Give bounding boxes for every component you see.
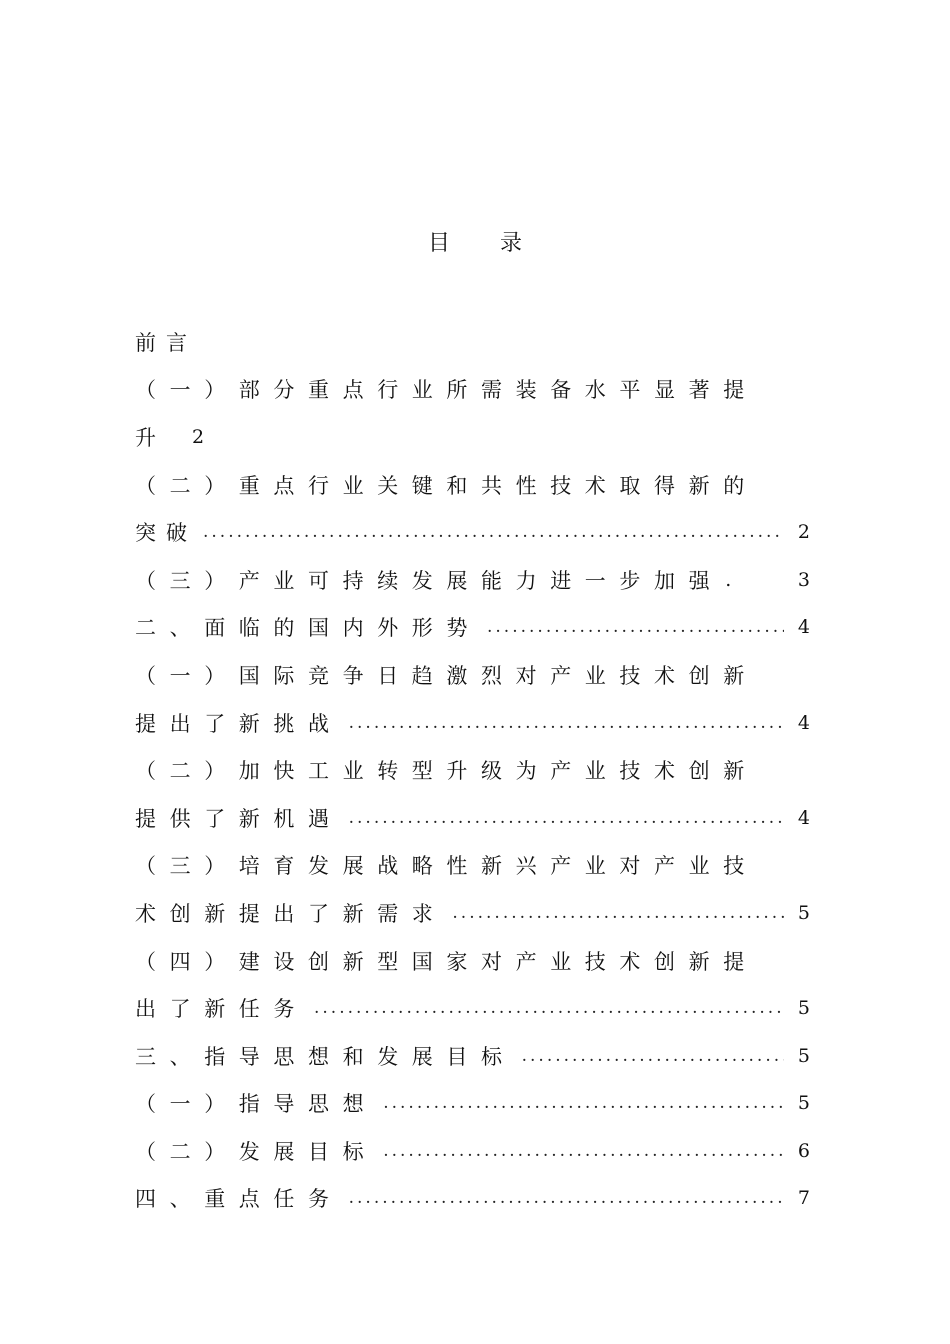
- toc-entry-page: 5: [797, 1044, 810, 1067]
- toc-entry-text: 四、重点任务: [135, 1187, 343, 1212]
- toc-entry[interactable]: [135, 889, 810, 937]
- toc-entry-text: 三、指导思想和发展目标: [135, 1044, 516, 1069]
- toc-entry-text: 升: [135, 425, 166, 450]
- toc-entry-page: 7: [797, 1187, 810, 1210]
- toc-entry[interactable]: [135, 604, 810, 652]
- dot-leader: [314, 998, 784, 1018]
- toc-entry-page: 5: [797, 997, 810, 1020]
- toc-entry[interactable]: [135, 1127, 810, 1175]
- toc-entry[interactable]: [135, 1080, 810, 1128]
- toc-entry-text: 术创新提出了新需求: [135, 901, 447, 926]
- toc-entry-page: 3: [797, 568, 810, 591]
- toc-entry-text: （二）重点行业关键和共性技术取得新的: [135, 473, 758, 498]
- toc-entry-page: 4: [797, 711, 810, 734]
- toc-entry-page: 2: [797, 521, 810, 544]
- toc-entry-text: 提供了新机遇: [135, 806, 343, 831]
- toc-entry[interactable]: [135, 984, 810, 1032]
- toc-entry-page: 5: [797, 1092, 810, 1115]
- toc-title: 目录: [427, 231, 572, 256]
- toc-entry-text: （二）加快工业转型升级为产业技术创新: [135, 759, 758, 784]
- dot-leader: [349, 713, 784, 733]
- dot-leader: [203, 522, 784, 542]
- dot-leader: [487, 617, 784, 637]
- toc-entry-text: （一）部分重点行业所需装备水平显著提: [135, 378, 758, 403]
- toc-entry-page: 2: [192, 425, 205, 448]
- toc-entry[interactable]: [135, 556, 810, 604]
- toc-entry-page: 4: [797, 806, 810, 829]
- dot-leader: [522, 1046, 784, 1066]
- table-of-contents: [135, 318, 810, 1222]
- toc-entry[interactable]: [135, 508, 810, 556]
- toc-entry-text: （一）指导思想: [135, 1092, 378, 1117]
- dot-leader: [383, 1093, 784, 1113]
- toc-entry[interactable]: [135, 746, 810, 794]
- dot-leader: [349, 1188, 784, 1208]
- toc-entry[interactable]: [135, 366, 810, 414]
- toc-entry-text: 二、面临的国内外形势: [135, 616, 481, 641]
- toc-entry[interactable]: [135, 413, 810, 461]
- toc-entry-page: 5: [797, 901, 810, 924]
- toc-entry-page: 6: [797, 1139, 810, 1162]
- toc-entry[interactable]: [135, 318, 810, 366]
- dot-leader: [452, 903, 784, 923]
- toc-entry-text: （一）国际竞争日趋激烈对产业技术创新: [135, 663, 758, 688]
- toc-entry[interactable]: [135, 1175, 810, 1223]
- toc-entry[interactable]: [135, 461, 810, 509]
- toc-entry-text: 提出了新挑战: [135, 711, 343, 736]
- toc-entry[interactable]: [135, 794, 810, 842]
- toc-entry[interactable]: [135, 699, 810, 747]
- toc-entry-text: （三）培育发展战略性新兴产业对产业技: [135, 854, 758, 879]
- toc-entry-text: 出了新任务: [135, 997, 308, 1022]
- toc-entry[interactable]: [135, 1032, 810, 1080]
- toc-entry-text: 前言: [135, 330, 197, 355]
- dot-leader: [349, 808, 784, 828]
- toc-entry-page: 4: [797, 616, 810, 639]
- toc-entry-text: （二）发展目标: [135, 1139, 378, 1164]
- toc-entry-text: （三）产业可持续发展能力进一步加强: [135, 568, 724, 593]
- dot-leader: [383, 1141, 784, 1161]
- toc-entry-text: （四）建设创新型国家对产业技术创新提: [135, 949, 758, 974]
- toc-entry-text: 突破: [135, 521, 197, 546]
- dot-leader: .: [725, 568, 732, 591]
- toc-entry[interactable]: [135, 842, 810, 890]
- toc-entry[interactable]: [135, 937, 810, 985]
- toc-entry[interactable]: [135, 651, 810, 699]
